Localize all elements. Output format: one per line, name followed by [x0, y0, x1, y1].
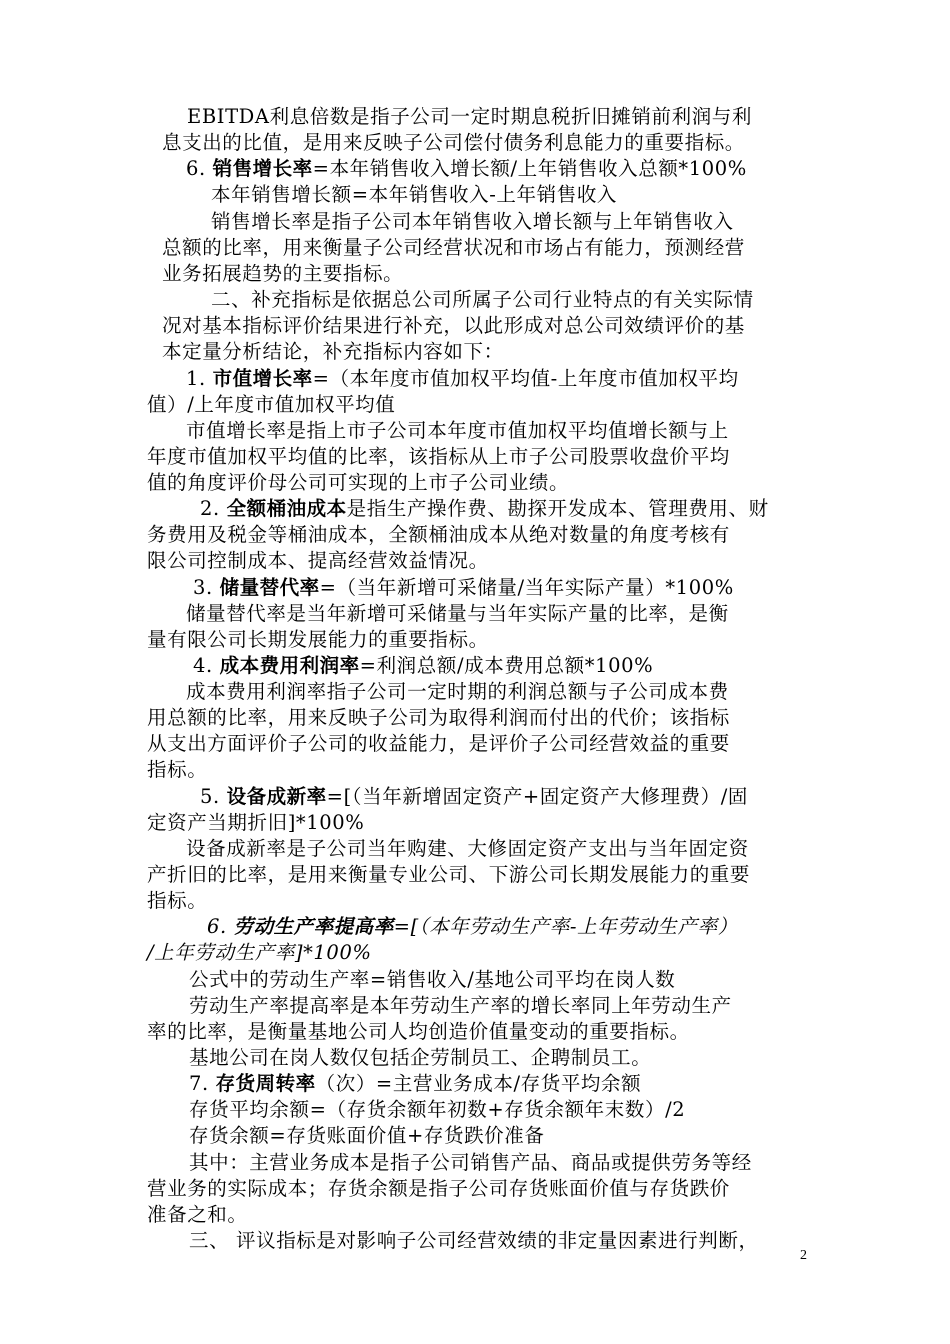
text-line: [211, 209, 734, 235]
indicator-term: 销售增长率: [212, 157, 313, 180]
text-line: [189, 1228, 759, 1254]
text-segment: 年度市值加权平均值的比率，该指标从上市子公司股票收盘价平均: [147, 445, 730, 468]
text-segment: 指标。: [147, 758, 208, 781]
text-segment: 其中：主营业务成本是指子公司销售产品、商品或提供劳务等经: [189, 1151, 752, 1174]
text-segment: 准备之和。: [147, 1203, 248, 1226]
text-segment: =（本年度市值加权平均值-上年度市值加权平均: [312, 367, 739, 390]
text-line: [147, 392, 395, 418]
text-segment: 销售增长率是指子公司本年销售收入增长额与上年销售收入: [211, 210, 734, 233]
text-line: [186, 156, 747, 182]
text-segment: 4.: [193, 654, 220, 677]
text-line: [147, 548, 489, 574]
text-segment: 二、补充指标是依据总公司所属子公司行业特点的有关实际情: [211, 288, 754, 311]
text-segment: 设备成新率是子公司当年购建、大修固定资产支出与当年固定资: [186, 837, 749, 860]
text-segment: 值）/上年度市值加权平均值: [147, 393, 396, 416]
text-line: [186, 601, 729, 627]
indicator-term: 全额桶油成本: [226, 497, 347, 520]
text-segment: =[（本年劳动生产率-上年劳动生产率）: [393, 915, 738, 938]
text-segment: 基地公司在岗人数仅包括企劳制员工、企聘制员工。: [189, 1046, 652, 1069]
text-line: [189, 1045, 651, 1071]
text-line: [162, 313, 745, 339]
text-line: [147, 810, 364, 836]
text-segment: 6.: [186, 157, 213, 180]
text-line: [147, 757, 207, 783]
text-segment: =（当年新增可采储量/当年实际产量）*100%: [319, 576, 734, 599]
indicator-term: 储量替代率: [219, 576, 320, 599]
text-segment: 存货余额=存货账面价值+存货跌价准备: [189, 1124, 545, 1147]
text-line: [162, 235, 745, 261]
text-segment: 营业务的实际成本；存货余额是指子公司存货账面价值与存货跌价: [147, 1177, 730, 1200]
text-line: [147, 940, 372, 966]
text-line: [147, 522, 730, 548]
text-segment: 三、 评议指标是对影响子公司经营效绩的非定量因素进行判断，: [189, 1229, 759, 1252]
text-line: [147, 1176, 730, 1202]
text-segment: 5.: [200, 785, 227, 808]
text-line: [186, 366, 739, 392]
text-segment: 储量替代率是当年新增可采储量与当年实际产量的比率，是衡: [186, 602, 729, 625]
indicator-term: 市值增长率: [212, 367, 313, 390]
text-segment: EBITDA利息倍数是指子公司一定时期息税折旧摊销前利润与利: [187, 105, 752, 128]
text-segment: 公式中的劳动生产率=销售收入/基地公司平均在岗人数: [189, 968, 676, 991]
page-number: 2: [800, 1248, 807, 1263]
text-segment: 限公司控制成本、提高经营效益情况。: [147, 549, 489, 572]
text-segment: 劳动生产率提高率是本年劳动生产率的增长率同上年劳动生产: [189, 994, 732, 1017]
text-line: [162, 130, 745, 156]
text-line: [187, 104, 752, 130]
text-segment: 率的比率，是衡量基地公司人均创造价值量变动的重要指标。: [147, 1020, 690, 1043]
text-line: [189, 1097, 685, 1123]
text-line: [207, 914, 738, 940]
text-segment: 存货平均余额=（存货余额年初数+存货余额年末数）/2: [189, 1098, 686, 1121]
text-segment: 是指生产操作费、勘探开发成本、管理费用、财: [346, 497, 769, 520]
indicator-term: 成本费用利润率: [219, 654, 360, 677]
text-segment: 总额的比率，用来衡量子公司经营状况和市场占有能力，预测经营: [162, 236, 745, 259]
text-line: [189, 993, 732, 1019]
text-line: [200, 496, 769, 522]
text-line: [186, 418, 729, 444]
text-segment: 成本费用利润率指子公司一定时期的利润总额与子公司成本费: [186, 680, 729, 703]
text-segment: 7.: [189, 1072, 216, 1095]
text-line: [147, 1202, 248, 1228]
text-line: [147, 862, 750, 888]
text-line: [200, 784, 748, 810]
text-segment: 定资产当期折旧]*100%: [147, 811, 365, 834]
text-segment: 用总额的比率，用来反映子公司为取得利润而付出的代价；该指标: [147, 706, 730, 729]
text-line: [147, 731, 730, 757]
text-line: [189, 1071, 641, 1097]
text-line: [189, 967, 675, 993]
text-segment: 1.: [186, 367, 213, 390]
text-line: [189, 1123, 544, 1149]
text-line: [162, 261, 403, 287]
text-segment: 值的角度评价母公司可实现的上市子公司业绩。: [147, 471, 570, 494]
text-segment: 2.: [200, 497, 227, 520]
text-segment: 况对基本指标评价结果进行补充，以此形成对总公司效绩评价的基: [162, 314, 745, 337]
text-segment: 本年销售增长额=本年销售收入-上年销售收入: [211, 183, 618, 206]
text-line: [162, 339, 504, 365]
text-segment: =利润总额/成本费用总额*100%: [359, 654, 654, 677]
text-line: [193, 653, 653, 679]
text-line: [147, 444, 730, 470]
text-segment: 务费用及税金等桶油成本，全额桶油成本从绝对数量的角度考核有: [147, 523, 730, 546]
indicator-term: 设备成新率: [226, 785, 327, 808]
text-segment: =本年销售收入增长额/上年销售收入总额*100%: [312, 157, 747, 180]
indicator-term: 存货周转率: [215, 1072, 316, 1095]
text-segment: =[（当年新增固定资产+固定资产大修理费）/固: [326, 785, 749, 808]
text-line: [211, 287, 754, 313]
text-line: [147, 705, 730, 731]
text-line: [211, 182, 617, 208]
text-segment: 息支出的比值，是用来反映子公司偿付债务利息能力的重要指标。: [162, 131, 745, 154]
text-segment: 量有限公司长期发展能力的重要指标。: [147, 628, 489, 651]
text-segment: 3.: [193, 576, 220, 599]
text-segment: 产折旧的比率，是用来衡量专业公司、下游公司长期发展能力的重要: [147, 863, 751, 886]
indicator-term: 劳动生产率提高率: [233, 915, 394, 938]
text-segment: /上年劳动生产率]*100%: [147, 941, 372, 964]
text-segment: 指标。: [147, 889, 208, 912]
text-line: [147, 1019, 690, 1045]
text-segment: 从支出方面评价子公司的收益能力，是评价子公司经营效益的重要: [147, 732, 730, 755]
text-segment: 市值增长率是指上市子公司本年度市值加权平均值增长额与上: [186, 419, 729, 442]
text-line: [186, 679, 729, 705]
text-line: [147, 470, 569, 496]
text-segment: 业务拓展趋势的主要指标。: [162, 262, 404, 285]
text-line: [147, 888, 207, 914]
text-line: [186, 836, 749, 862]
text-line: [189, 1150, 752, 1176]
text-line: [147, 627, 489, 653]
text-segment: 本定量分析结论，补充指标内容如下：: [162, 340, 504, 363]
text-segment: 6.: [207, 915, 234, 938]
text-segment: （次）=主营业务成本/存货平均余额: [315, 1072, 642, 1095]
text-line: [193, 575, 734, 601]
